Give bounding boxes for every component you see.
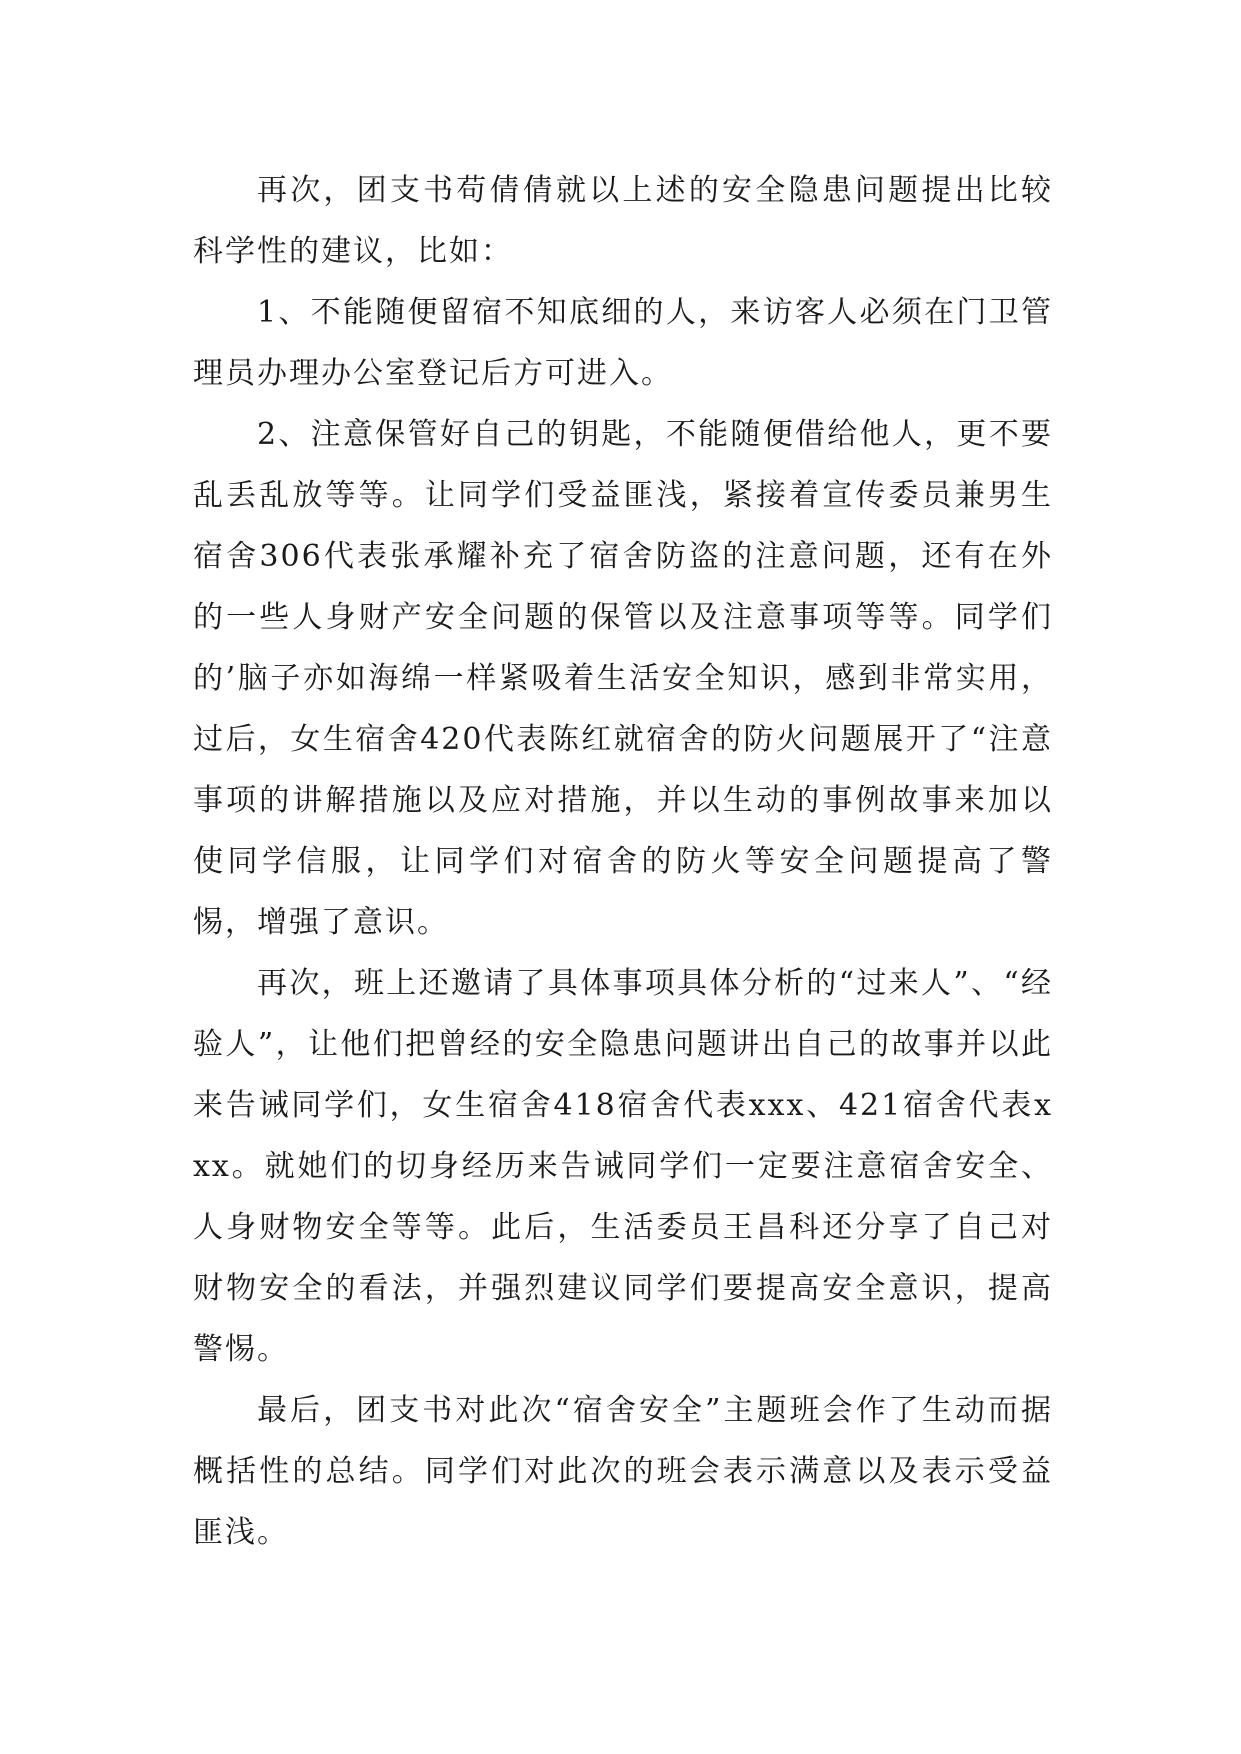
paragraph-item-2: 2、注意保管好自己的钥匙，不能随便借给他人，更不要乱丢乱放等等。让同学们受益匪浅，紧接着宣传委员兼男生宿舍306代表张承耀补充了宿舍防盗的注意问题，还有在外的一些人身财产安全问题的保管以及注意事项等等。同学们的’脑子亦如海绵一样紧吸着生活安全知识，感到非常实用，过后，女生宿舍420代表陈红就宿舍的防火问题展开了“注意事项的讲解措施以及应对措施，并以生动的事例故事来加以使同学信服，让同学们对宿舍的防火等安全问题提高了警惕，增强了意识。 bbox=[193, 417, 1053, 940]
paragraph-suggestions-intro: 再次，团支书苟倩倩就以上述的安全隐患问题提出比较科学性的建议，比如： bbox=[193, 173, 1053, 269]
document-body bbox=[193, 160, 1053, 1563]
paragraph-conclusion: 最后，团支书对此次“宿舍安全”主题班会作了生动而据概括性的总结。同学们对此次的班会表示满意以及表示受益匪浅。 bbox=[193, 1393, 1053, 1550]
paragraph-item-1: 1、不能随便留宿不知底细的人，来访客人必须在门卫管理员办理办公室登记后方可进入。 bbox=[193, 295, 1053, 391]
paragraph-experience-sharing: 再次，班上还邀请了具体事项具体分析的“过来人”、“经验人”，让他们把曾经的安全隐患问题讲出自己的故事并以此来告诫同学们，女生宿舍418宿舍代表xxx、421宿舍代表xxx。就她们的切身经历来告诫同学们一定要注意宿舍安全、人身财物安全等等。此后，生活委员王昌科还分享了自己对财物安全的看法，并强烈建议同学们要提高安全意识，提高警惕。 bbox=[193, 966, 1053, 1367]
